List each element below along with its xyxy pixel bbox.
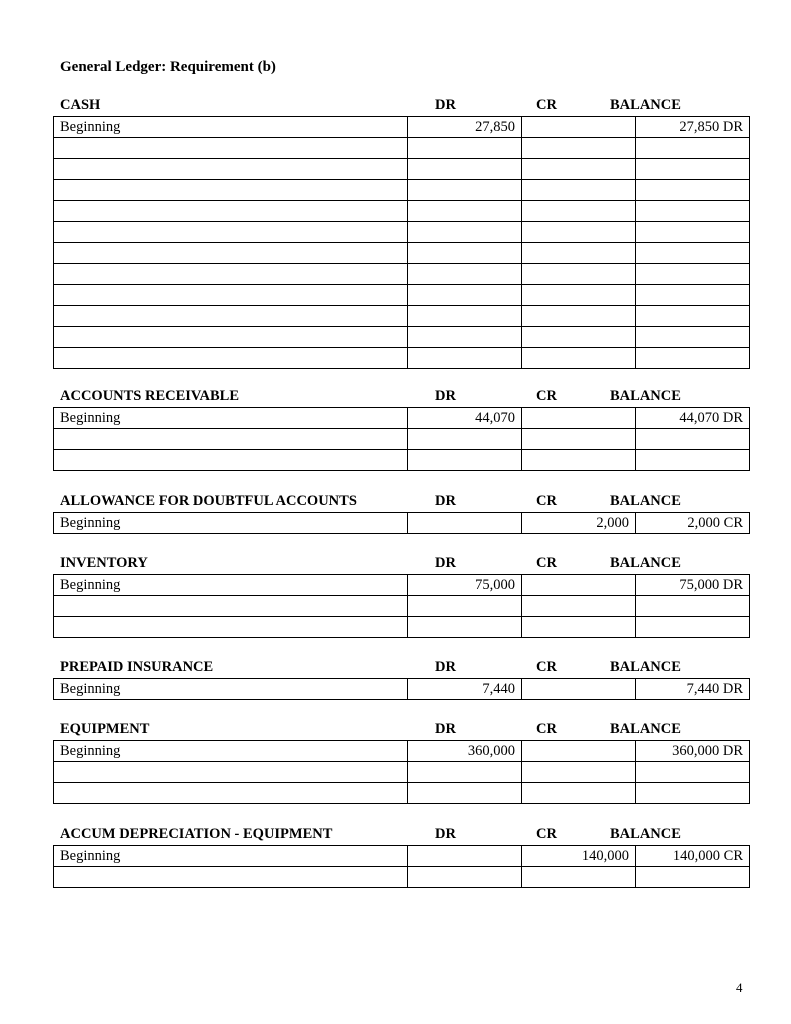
description-cell [54,450,408,471]
debit-cell [408,762,522,783]
balance-cell [636,617,750,638]
balance-cell [636,306,750,327]
description-cell: Beginning [54,679,408,700]
credit-cell [522,429,636,450]
balance-cell [636,138,750,159]
table-row [54,596,750,617]
credit-cell [522,348,636,369]
ledger-allowance-for-doubtful-accounts [53,493,743,534]
balance-cell [636,450,750,471]
debit-cell: 27,850 [408,117,522,138]
debit-cell [408,306,522,327]
debit-cell [408,596,522,617]
table-row [54,264,750,285]
description-cell [54,264,408,285]
table-row [54,117,750,138]
credit-cell [522,138,636,159]
credit-cell [522,201,636,222]
debit-cell [408,617,522,638]
credit-cell [522,762,636,783]
table-row [54,867,750,888]
table-row [54,285,750,306]
page-number: 4 [736,980,743,995]
balance-cell [636,783,750,804]
description-cell [54,306,408,327]
account-name: CASH [60,97,101,113]
debit-cell [408,327,522,348]
balance-cell: 2,000 CR [636,513,750,534]
balance-cell [636,264,750,285]
table-row [54,846,750,867]
description-cell [54,617,408,638]
description-cell [54,285,408,306]
credit-cell [522,596,636,617]
balance-cell [636,285,750,306]
debit-cell [408,138,522,159]
credit-cell [522,783,636,804]
credit-cell [522,408,636,429]
credit-cell [522,159,636,180]
table-row [54,741,750,762]
description-cell [54,348,408,369]
account-name: PREPAID INSURANCE [60,659,214,675]
table-row [54,679,750,700]
description-cell [54,783,408,804]
table-row [54,513,750,534]
debit-cell [408,783,522,804]
description-cell [54,327,408,348]
credit-cell [522,450,636,471]
balance-cell [636,180,750,201]
table-row [54,306,750,327]
table-row [54,222,750,243]
ledger-table [53,740,750,804]
ledger-table [53,512,750,534]
balance-column-header: BALANCE [610,388,681,404]
ledger-header [53,659,698,678]
ledger-header [53,555,698,574]
ledger-header [53,721,698,740]
debit-cell [408,159,522,180]
table-row [54,201,750,222]
credit-cell [522,327,636,348]
balance-cell [636,327,750,348]
debit-cell [408,867,522,888]
balance-cell: 75,000 DR [636,575,750,596]
table-row [54,243,750,264]
credit-cell [522,222,636,243]
description-cell: Beginning [54,117,408,138]
debit-cell [408,285,522,306]
ledger-header [53,826,698,845]
description-cell: Beginning [54,408,408,429]
balance-cell [636,867,750,888]
balance-cell: 360,000 DR [636,741,750,762]
balance-cell: 140,000 CR [636,846,750,867]
debit-cell [408,222,522,243]
credit-cell [522,617,636,638]
balance-column-header: BALANCE [610,721,681,737]
balance-cell [636,429,750,450]
cr-column-header: CR [536,388,557,404]
debit-cell [408,348,522,369]
credit-cell [522,180,636,201]
table-row [54,617,750,638]
table-row [54,138,750,159]
credit-cell [522,741,636,762]
cr-column-header: CR [536,555,557,571]
account-name: ACCUM DEPRECIATION - EQUIPMENT [60,826,333,842]
debit-cell [408,180,522,201]
account-name: INVENTORY [60,555,148,571]
balance-cell [636,159,750,180]
balance-cell: 7,440 DR [636,679,750,700]
description-cell [54,867,408,888]
credit-cell [522,243,636,264]
balance-cell: 44,070 DR [636,408,750,429]
description-cell: Beginning [54,513,408,534]
dr-column-header: DR [435,721,456,737]
table-row [54,159,750,180]
table-row [54,180,750,201]
dr-column-header: DR [435,826,456,842]
debit-cell [408,846,522,867]
credit-cell [522,285,636,306]
description-cell [54,762,408,783]
credit-cell [522,264,636,285]
credit-cell [522,867,636,888]
balance-cell [636,596,750,617]
table-row [54,450,750,471]
debit-cell: 360,000 [408,741,522,762]
credit-cell: 140,000 [522,846,636,867]
description-cell: Beginning [54,575,408,596]
balance-column-header: BALANCE [610,97,681,113]
description-cell [54,596,408,617]
dr-column-header: DR [435,388,456,404]
credit-cell [522,306,636,327]
table-row [54,429,750,450]
debit-cell [408,201,522,222]
ledger-accum-depreciation-equipment [53,826,743,888]
description-cell: Beginning [54,846,408,867]
table-row [54,575,750,596]
table-row [54,762,750,783]
ledger-inventory [53,555,743,638]
description-cell [54,138,408,159]
credit-cell: 2,000 [522,513,636,534]
debit-cell [408,513,522,534]
debit-cell [408,264,522,285]
cr-column-header: CR [536,659,557,675]
balance-cell [636,222,750,243]
account-name: ALLOWANCE FOR DOUBTFUL ACCOUNTS [60,493,357,509]
balance-cell [636,762,750,783]
table-row [54,327,750,348]
debit-cell [408,450,522,471]
cr-column-header: CR [536,493,557,509]
description-cell [54,159,408,180]
debit-cell [408,243,522,264]
description-cell: Beginning [54,741,408,762]
ledger-header [53,388,698,407]
balance-column-header: BALANCE [610,493,681,509]
cr-column-header: CR [536,97,557,113]
ledger-prepaid-insurance [53,659,743,700]
debit-cell [408,429,522,450]
balance-cell [636,201,750,222]
cr-column-header: CR [536,826,557,842]
ledger-equipment [53,721,743,804]
debit-cell: 75,000 [408,575,522,596]
ledger-table [53,407,750,471]
balance-cell: 27,850 DR [636,117,750,138]
credit-cell [522,117,636,138]
description-cell [54,243,408,264]
description-cell [54,222,408,243]
credit-cell [522,679,636,700]
balance-column-header: BALANCE [610,826,681,842]
balance-cell [636,243,750,264]
ledger-accounts-receivable [53,388,743,471]
account-name: EQUIPMENT [60,721,150,737]
dr-column-header: DR [435,493,456,509]
balance-column-header: BALANCE [610,555,681,571]
ledger-table [53,678,750,700]
description-cell [54,429,408,450]
ledger-table [53,845,750,888]
dr-column-header: DR [435,97,456,113]
ledger-table [53,574,750,638]
ledger-header [53,97,698,116]
credit-cell [522,575,636,596]
account-name: ACCOUNTS RECEIVABLE [60,388,240,404]
description-cell [54,180,408,201]
cr-column-header: CR [536,721,557,737]
ledger-table [53,116,750,369]
table-row [54,348,750,369]
table-row [54,408,750,429]
balance-cell [636,348,750,369]
dr-column-header: DR [435,555,456,571]
page-title: General Ledger: Requirement (b) [60,59,276,75]
balance-column-header: BALANCE [610,659,681,675]
description-cell [54,201,408,222]
table-row [54,783,750,804]
ledger-header [53,493,698,512]
dr-column-header: DR [435,659,456,675]
debit-cell: 7,440 [408,679,522,700]
ledger-cash [53,97,743,369]
debit-cell: 44,070 [408,408,522,429]
